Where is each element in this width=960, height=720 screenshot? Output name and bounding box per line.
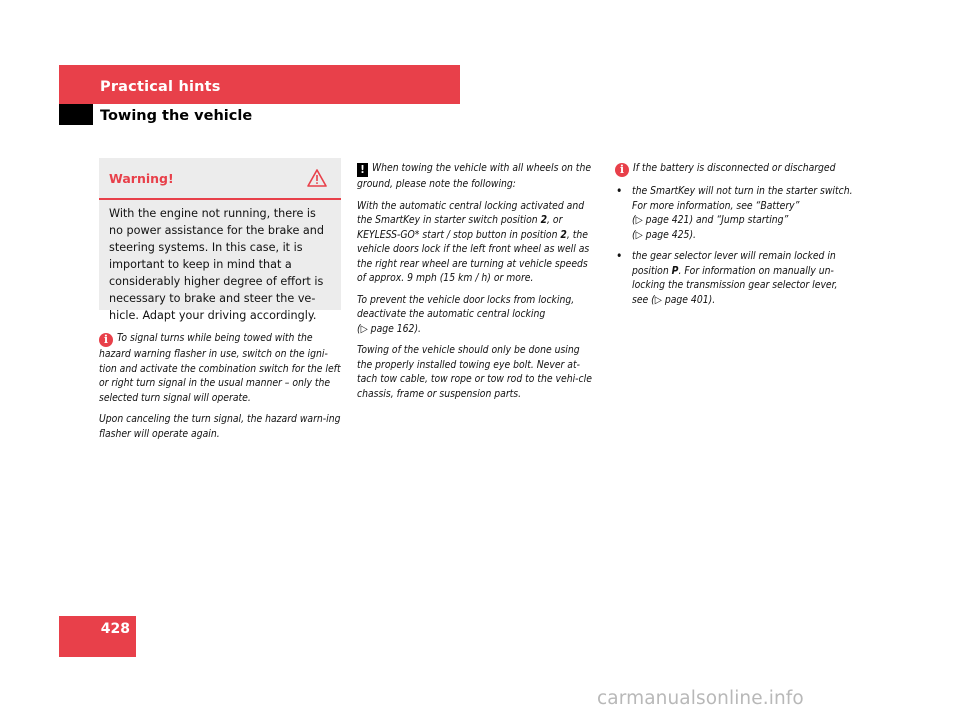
switch-position: 2 [540,214,548,226]
text-run: . For information on manually un-locking the transmission gear selector lever, see (▷ page 401). [632,264,838,306]
right-column [615,161,855,314]
warning-header [99,158,341,200]
section-title: Practical hints [100,79,221,95]
warning-label: Warning! [109,171,174,186]
page-reference[interactable]: (▷ page 421) and “Jump starting” [632,214,789,226]
central-locking-paragraph [357,199,597,286]
text-run: the gear selector lever will remain locked in position [632,250,836,277]
deactivate-paragraph [357,293,597,337]
page-title: Towing the vehicle [100,108,253,124]
text-run: the SmartKey will not turn in the starter switch. For more information, see “Battery” [632,185,853,212]
gear-position: P [671,264,679,277]
page-number: 428 [100,621,130,637]
page-reference[interactable]: (▷ page 425). [632,228,696,241]
header-tab-marker [59,104,93,125]
text-run: With the automatic central locking activated and the SmartKey in starter switch position [357,199,585,226]
towing-note [357,161,597,192]
info-icon: i [615,163,629,177]
list-item [615,184,855,242]
page-number-box [59,616,136,657]
warning-text: With the engine not running, there is no power assistance for the brake and steering systems. In this case, it is important to keep in mind that a considerably higher degree of effort is necessary to brake and steer the ve-hicle. Adapt your driving accordingly. [109,207,324,322]
warning-triangle-icon [307,169,327,187]
page-reference[interactable]: (▷ page 162). [357,322,421,335]
info-icon: i [99,333,113,347]
text-run: To prevent the vehicle door locks from locking, deactivate the automatic central locking [357,293,575,320]
list-item [615,249,855,307]
text-run: , the vehicle doors lock if the left front wheel as well as the right rear wheel are turning at vehicle speeds of approx. 9 mph (15 km / h) or more. [357,228,590,284]
exclamation-icon: ! [357,163,368,177]
note-text: To signal turns while being towed with the hazard warning flasher in use, switch on the igni-tion and activate the combination switch for the left or right turn signal in the usual manner – only the selected turn signal will operate. [99,332,341,404]
text-run: , or KEYLESS-GO* start / stop button in position [357,214,563,241]
left-column [99,331,344,448]
bullet-icon: • [616,184,623,198]
battery-note [615,161,855,177]
turn-signal-note [99,331,344,405]
note-text: If the battery is disconnected or discharged [633,162,836,174]
middle-column [357,161,597,408]
note-text: When towing the vehicle with all wheels on the ground, please note the following: [357,162,592,190]
switch-position: 2 [560,228,567,241]
warning-box [99,158,341,322]
tow-eye-paragraph: Towing of the vehicle should only be done using the properly installed towing eye bolt. Never at-tach tow cable, tow rope or tow rod to the vehi-cle chassis, frame or suspension parts. [357,344,592,400]
hazard-note: Upon canceling the turn signal, the hazard warn-ing flasher will operate again. [99,413,341,440]
bullet-icon: • [616,249,623,263]
watermark: carmanualsonline.info [597,688,804,709]
